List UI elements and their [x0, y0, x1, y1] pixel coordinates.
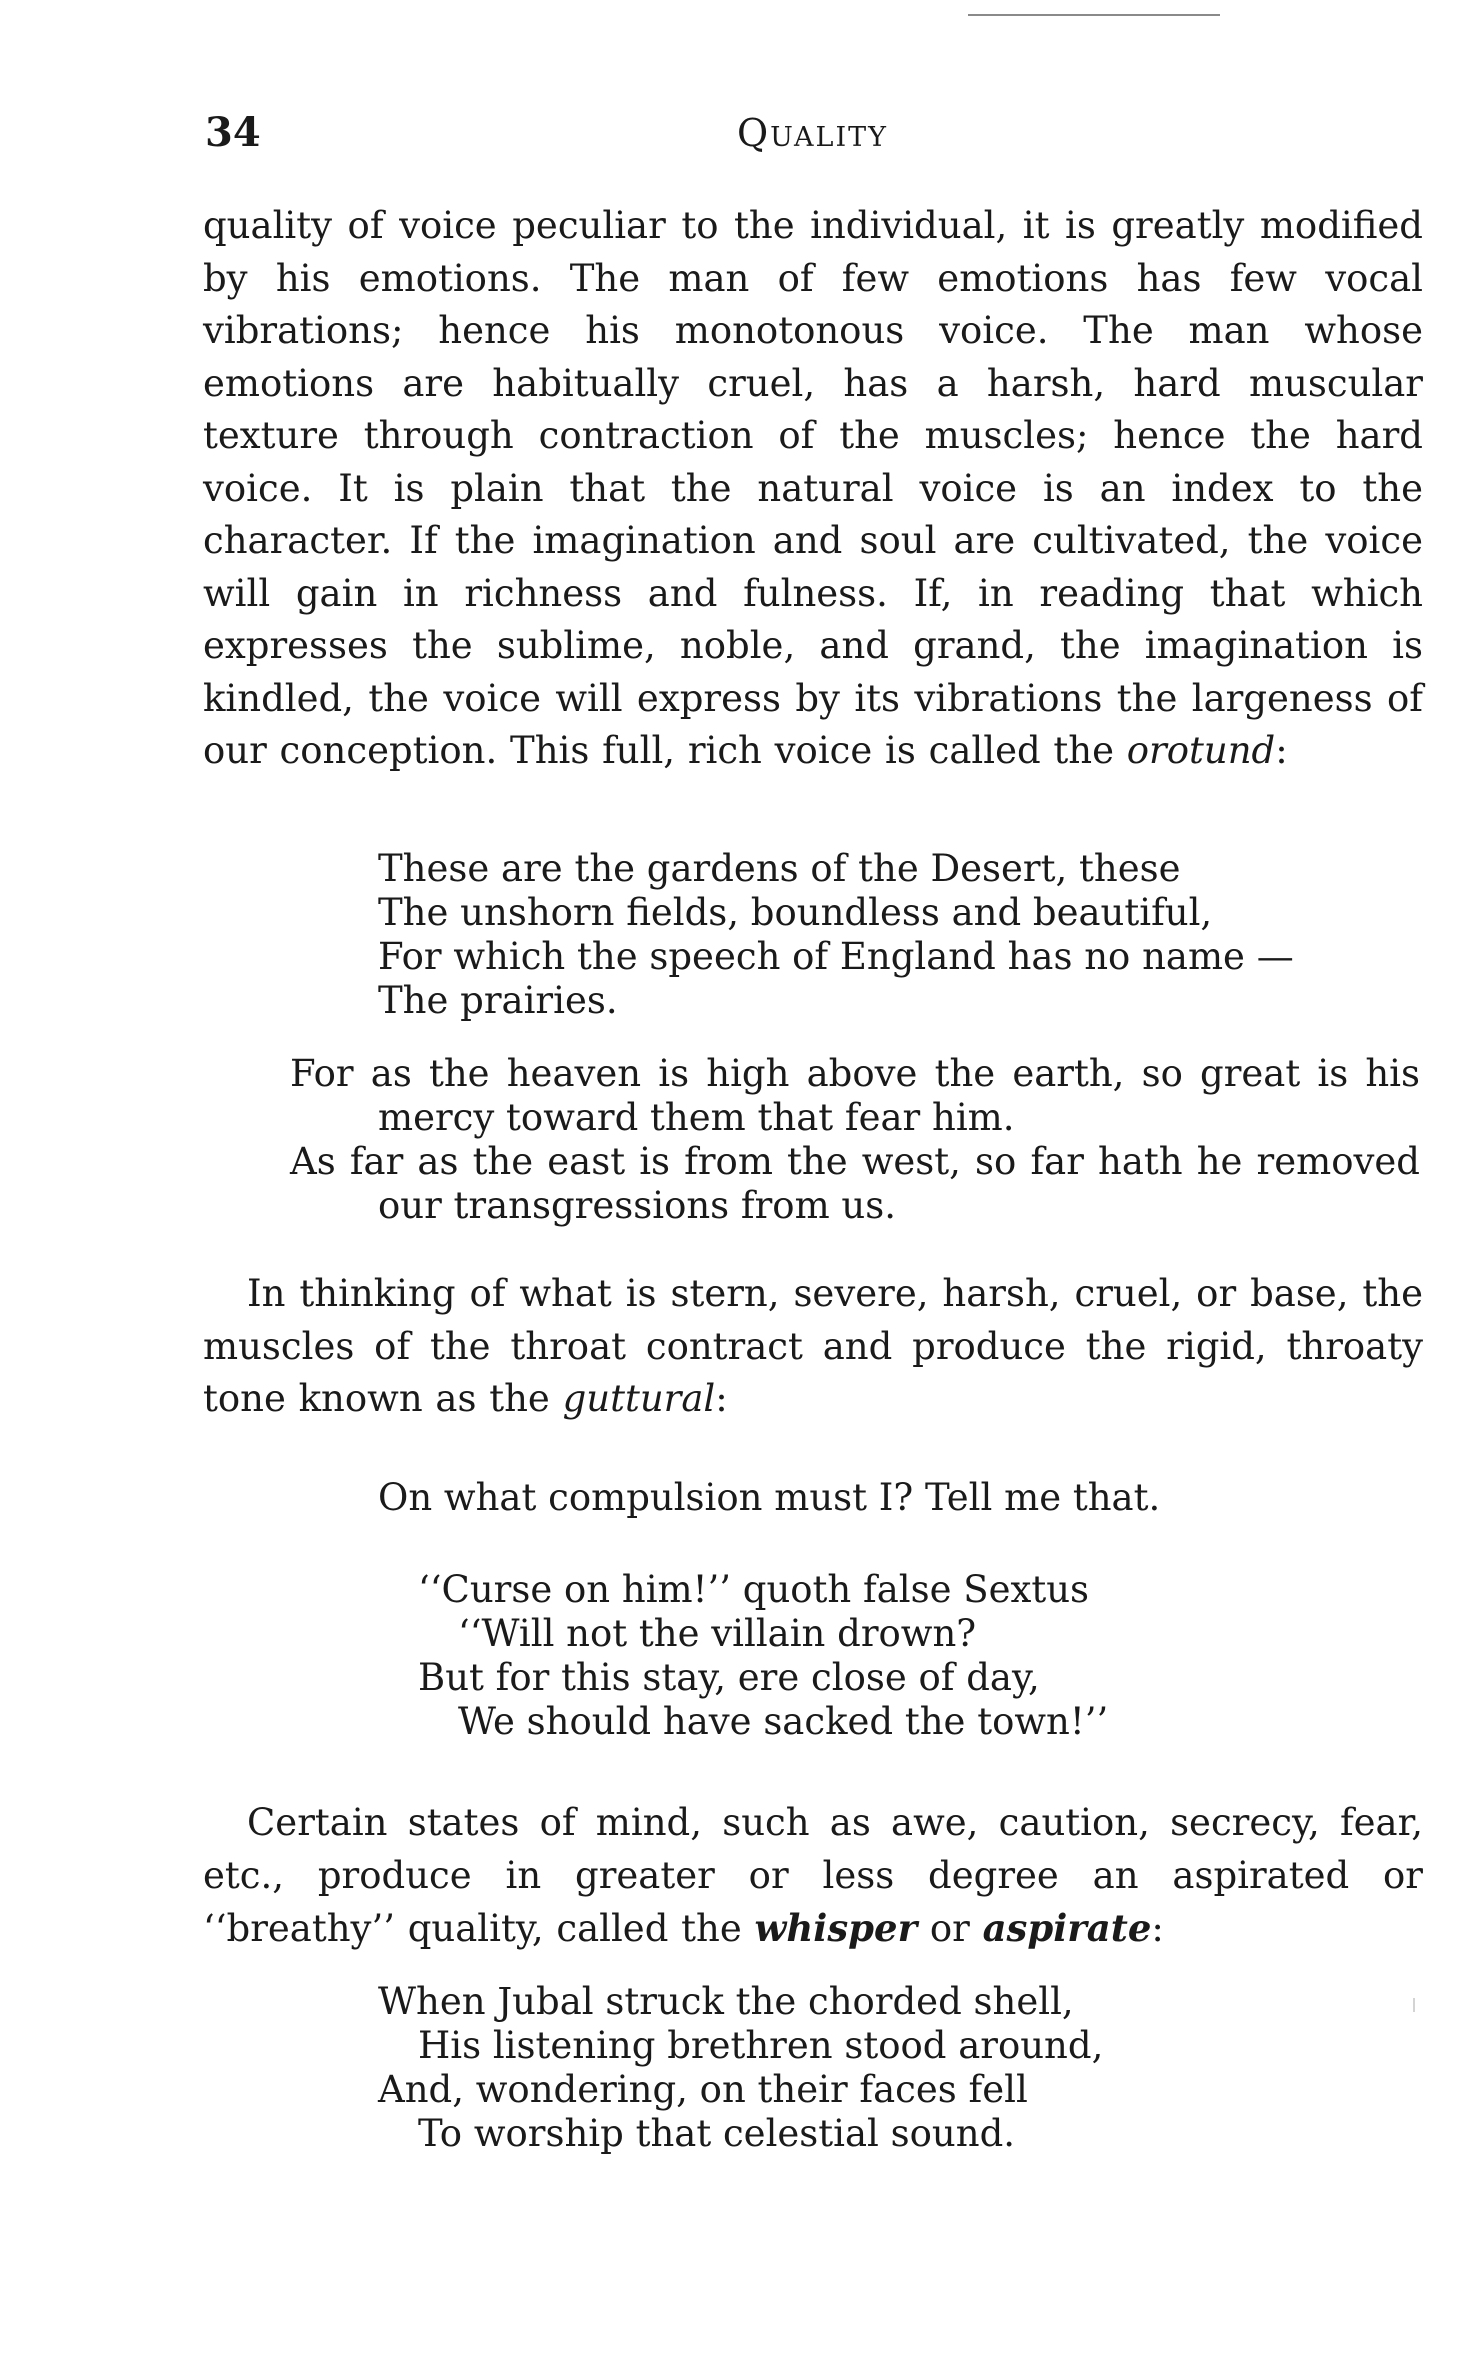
paragraph-orotund: [203, 200, 1423, 778]
verse-sextus: [418, 1568, 1108, 1744]
psalm-verse: For as the heaven is high above the earth, so great is his mercy toward them that fear him.: [290, 1052, 1420, 1139]
verse-line: And, wondering, on their faces fell: [378, 2068, 1028, 2111]
paragraph-text: quality of voice peculiar to the individual, it is greatly modified by his emotions. The man of few emotions has few vocal vibrations; hence his monotonous voice. The man whose emotions are habitually cruel, has a harsh, hard muscular texture through contraction of the muscles; hence the hard voice. It is plain that the natural voice is an index to the character. If the imagination and soul are cultivated, the voice will gain in richness and fulness. If, in reading that which expresses the sublime, noble, and grand, the imagination is kindled, the voice will express by its vibrations the largeness of our conception. This full, rich voice is called the: [203, 204, 1423, 772]
paragraph-guttural: [203, 1268, 1423, 1426]
paragraph-end: :: [1275, 729, 1288, 772]
verse-line: These are the gardens of the Desert, these: [378, 847, 1181, 890]
quote-compulsion: On what compulsion must I? Tell me that.: [378, 1476, 1161, 1519]
paragraph-end: :: [1151, 1907, 1164, 1950]
verse-line: The unshorn fields, boundless and beautiful,: [378, 891, 1213, 934]
term-whisper: whisper: [754, 1906, 918, 1950]
psalm-quote: [290, 1052, 1420, 1228]
paragraph-aspirate: [203, 1797, 1423, 1956]
verse-line: ‘‘Will not the villain drown?: [458, 1612, 977, 1655]
scan-speck: [1413, 1998, 1415, 2012]
paragraph-connector: or: [917, 1907, 983, 1950]
verse-jubal: [378, 1980, 1103, 2156]
paragraph-end: :: [715, 1377, 728, 1420]
verse-line: For which the speech of England has no name —: [378, 935, 1294, 978]
verse-line: ‘‘Curse on him!’’ quoth false Sextus: [418, 1568, 1090, 1611]
verse-line: But for this stay, ere close of day,: [418, 1656, 1040, 1699]
verse-line: His listening brethren stood around,: [418, 2024, 1104, 2067]
paragraph-text: Certain states of mind, such as awe, caution, secrecy, fear, etc., produce in greater or less degree an aspirated or ‘‘breathy’’ quality, called the: [203, 1801, 1423, 1950]
term-guttural: guttural: [562, 1377, 716, 1420]
verse-line: We should have sacked the town!’’: [458, 1700, 1109, 1743]
paragraph-text: In thinking of what is stern, severe, harsh, cruel, or base, the muscles of the throat contract and produce the rigid, throaty tone known as the: [203, 1272, 1423, 1420]
verse-line: To worship that celestial sound.: [418, 2112, 1016, 2155]
scan-edge-rule: [968, 14, 1220, 16]
running-head: Quality: [736, 111, 888, 155]
term-orotund: orotund: [1126, 729, 1276, 772]
verse-line: When Jubal struck the chorded shell,: [378, 1980, 1074, 2023]
verse-line: The prairies.: [378, 979, 618, 1022]
term-aspirate: aspirate: [982, 1906, 1152, 1950]
page-number: 34: [205, 109, 261, 156]
page-header: [205, 103, 1420, 163]
psalm-verse: As far as the east is from the west, so far hath he removed our transgressions from us.: [290, 1140, 1420, 1227]
verse-prairies: [378, 847, 1294, 1023]
